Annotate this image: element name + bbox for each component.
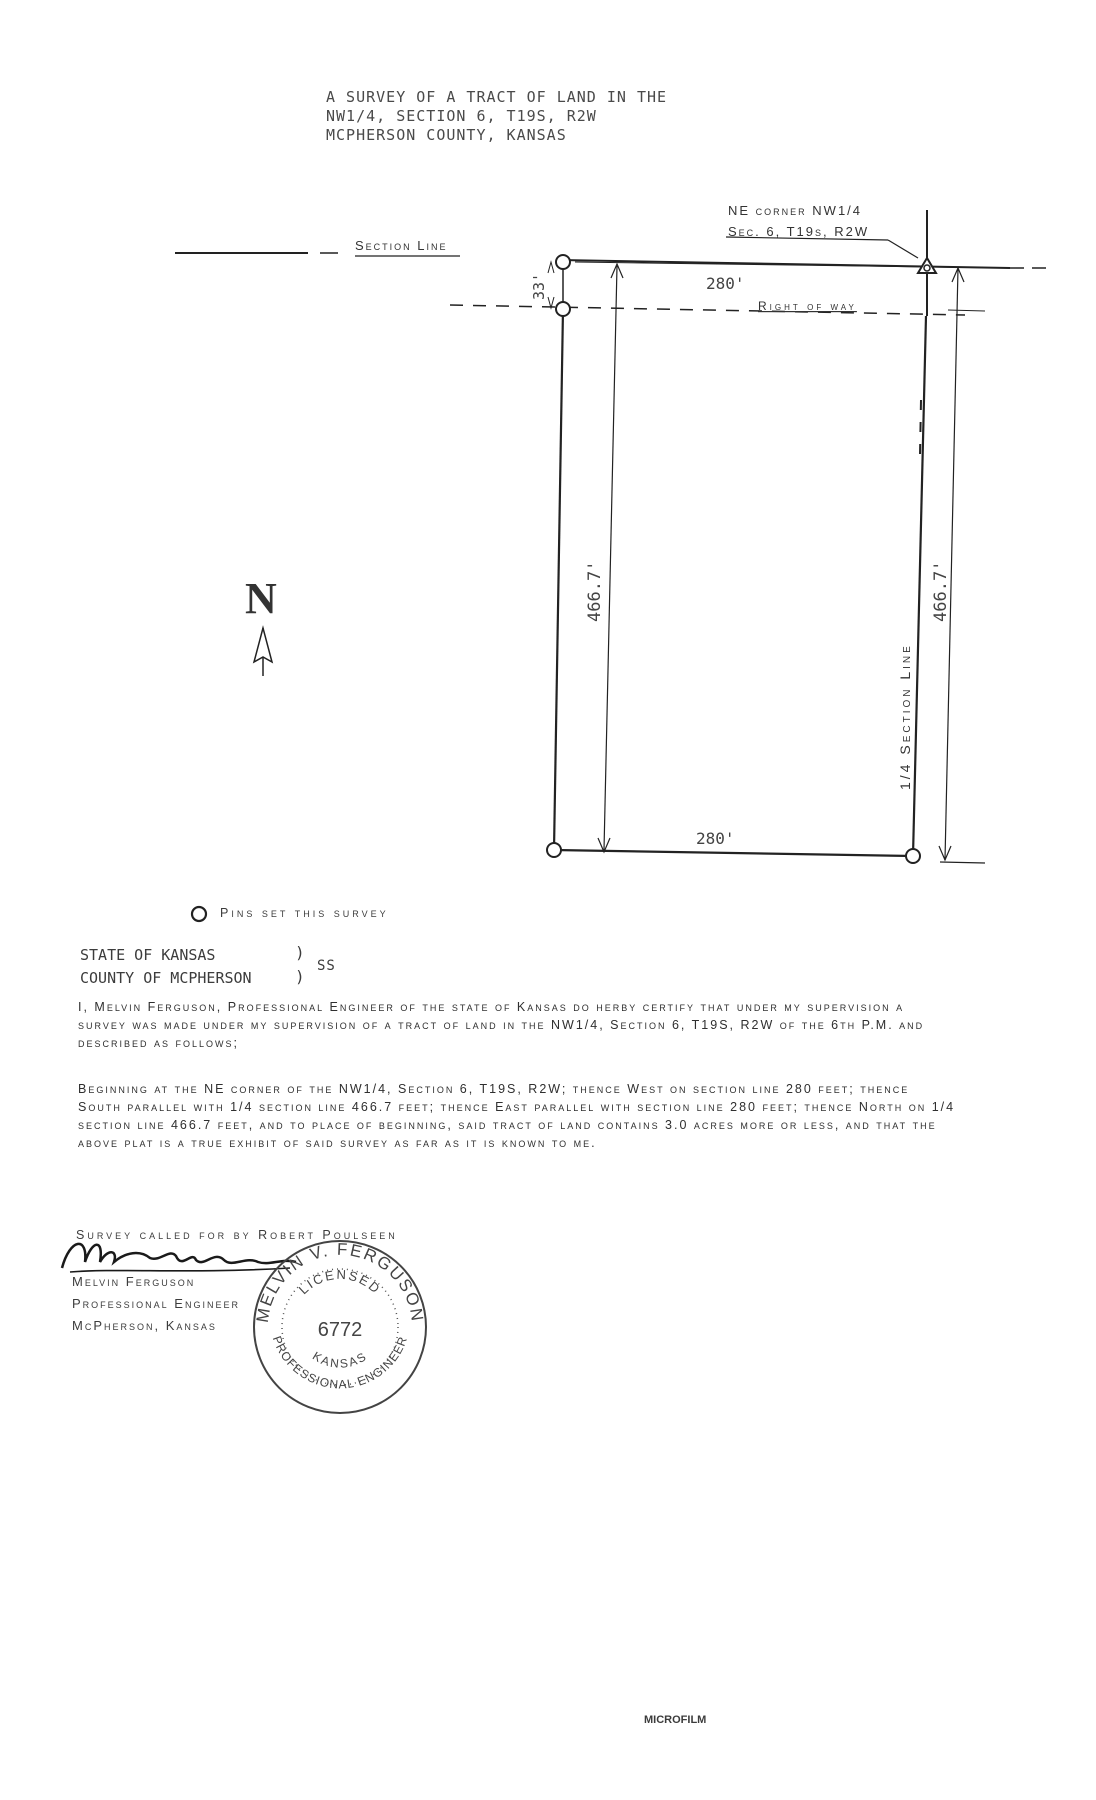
seal-state-text: KANSAS [310, 1348, 370, 1371]
dimension-label-west: 466.7' [585, 560, 605, 622]
ne-corner-leader [888, 240, 918, 258]
pin-nw-row [556, 302, 570, 316]
venue-ss: SS [317, 958, 336, 974]
engineer-title: Professional Engineer [72, 1296, 240, 1311]
right-of-way-label: Right of way [758, 299, 857, 313]
venue-state: STATE OF KANSAS [80, 946, 216, 964]
venue-paren-2: ) [295, 967, 306, 986]
microfilm-stamp: MICROFILM [644, 1714, 707, 1726]
pin-legend-icon [192, 907, 206, 921]
dimension-label-bottom: 280' [696, 829, 735, 848]
survey-title-line-3: MCPHERSON COUNTY, KANSAS [326, 126, 567, 144]
dimension-line-west [604, 266, 617, 850]
ne-corner-label-line-2: Sec. 6, T19s, R2W [728, 224, 870, 239]
tract-south-line [554, 850, 913, 856]
engineer-seal [250, 1235, 430, 1415]
seal-license-number: 6772 [317, 1319, 363, 1341]
tract-east-line [913, 316, 926, 856]
dimension-tick-east [940, 862, 985, 863]
survey-title-line-1: A SURVEY OF A TRACT OF LAND IN THE [326, 88, 668, 106]
dimension-label-east: 466.7' [931, 560, 951, 622]
engineer-location: McPherson, Kansas [72, 1318, 217, 1333]
tract-west-line [554, 309, 563, 850]
seal-outer-text: MELVIN V. FERGUSON [252, 1239, 428, 1324]
quarter-section-line-dash [920, 400, 921, 455]
ne-corner-label-line-1: NE corner NW1/4 [728, 203, 863, 218]
north-arrow-icon [254, 628, 272, 662]
north-label: N [245, 574, 277, 623]
pin-nw-section [556, 255, 570, 269]
dimension-label-33: 33' [530, 272, 548, 300]
seal-licensed-text: LICENSED [295, 1266, 385, 1298]
pin-sw [547, 843, 561, 857]
quarter-section-line-label: 1/4 Section Line [897, 643, 913, 790]
dimension-tick-row [948, 310, 985, 311]
right-of-way-line [450, 305, 965, 315]
dimension-label-top: 280' [706, 274, 745, 293]
legend-pins-label: Pins set this survey [220, 906, 389, 920]
legal-description-paragraph: Beginning at the NE corner of the NW1/4, Section 6, T19S, R2W; thence West on section line 280 feet; thence South parallel with 1/4 section line 466.7 feet; thence East parallel with section line 280 feet; thence North on 1/4 section line 466.7 feet, and to place of beginning, said tract of land contains 3.0 acres more or less, and that the above plat is a true exhibit of said survey as far as it is known to me. [78, 1082, 956, 1150]
certification-paragraph: I, Melvin Ferguson, Professional Engineer of the state of Kansas do herby certify that under my supervision a survey was made under my supervision of a tract of land in the NW1/4, Section 6, T19S, R2W of the 6th P.M. and described as follows; [78, 1000, 925, 1050]
survey-title-line-2: NW1/4, SECTION 6, T19S, R2W [326, 107, 597, 125]
section-line-label: Section Line [355, 238, 448, 253]
venue-county: COUNTY OF MCPHERSON [80, 969, 252, 987]
pin-se [906, 849, 920, 863]
arrow-33-up [548, 262, 554, 273]
seal-bottom-text: PROFESSIONAL ENGINEER [269, 1334, 411, 1392]
venue-paren-1: ) [295, 943, 306, 962]
dimension-line-280-top [575, 262, 1005, 268]
engineer-name: Melvin Ferguson [72, 1274, 196, 1289]
survey-called-for: Survey called for by Robert Poulseen [76, 1228, 398, 1242]
